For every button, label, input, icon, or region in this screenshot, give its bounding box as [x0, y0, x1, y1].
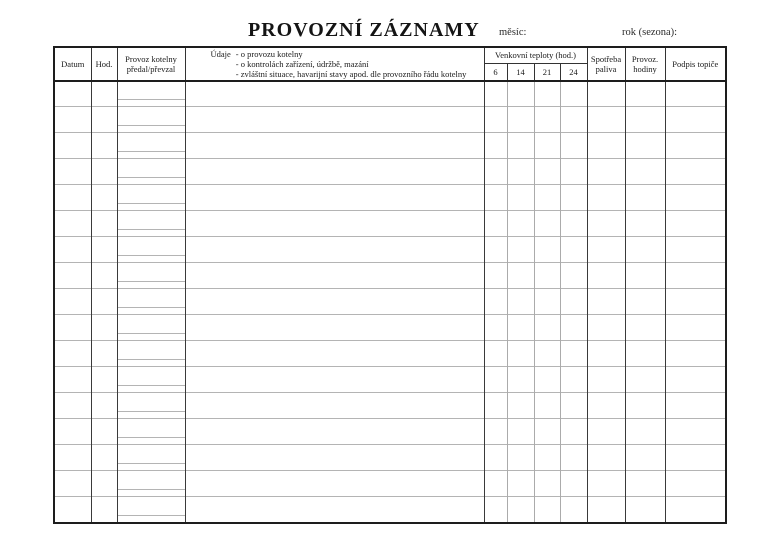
cell-handover [117, 289, 185, 315]
cell-hours [625, 341, 665, 367]
cell-udaje [185, 341, 484, 367]
cell-sign [665, 211, 726, 237]
handover-half-line [118, 295, 185, 308]
cell-t24 [560, 315, 587, 341]
cell-hod [91, 185, 117, 211]
cell-t24 [560, 263, 587, 289]
header-udaje-item-3: - zvláštní situace, havarijní stavy apod. dle provozního řádu kotelny [235, 69, 467, 80]
cell-datum [54, 419, 91, 445]
header-udaje-item-2: - o kontrolách zařízení, údržbě, mazání [235, 59, 369, 70]
header-udaje-items [236, 49, 467, 80]
cell-hod [91, 367, 117, 393]
cell-udaje [185, 263, 484, 289]
cell-t6 [484, 393, 507, 419]
table-row [54, 133, 726, 159]
cell-fuel [587, 419, 625, 445]
cell-sign [665, 263, 726, 289]
cell-t14 [507, 211, 534, 237]
cell-sign [665, 497, 726, 523]
cell-datum [54, 471, 91, 497]
cell-sign [665, 289, 726, 315]
cell-fuel [587, 133, 625, 159]
cell-hod [91, 315, 117, 341]
cell-hours [625, 185, 665, 211]
cell-sign [665, 367, 726, 393]
cell-handover [117, 263, 185, 289]
cell-t24 [560, 445, 587, 471]
cell-hod [91, 81, 117, 107]
cell-t24 [560, 185, 587, 211]
cell-udaje [185, 471, 484, 497]
cell-t14 [507, 107, 534, 133]
cell-t14 [507, 263, 534, 289]
header-hod: Hod. [91, 47, 117, 81]
cell-hours [625, 211, 665, 237]
handover-half-line [118, 347, 185, 360]
cell-t24 [560, 159, 587, 185]
cell-hours [625, 419, 665, 445]
header-udaje-wrap [186, 49, 482, 80]
header-udaje-item-1: - o provozu kotelny [235, 49, 303, 59]
cell-fuel [587, 393, 625, 419]
cell-fuel [587, 211, 625, 237]
cell-sign [665, 159, 726, 185]
cell-t6 [484, 133, 507, 159]
cell-handover [117, 185, 185, 211]
cell-udaje [185, 497, 484, 523]
cell-t14 [507, 367, 534, 393]
header-temp-6: 6 [484, 63, 507, 80]
cell-hours [625, 237, 665, 263]
table-row [54, 211, 726, 237]
cell-fuel [587, 367, 625, 393]
cell-t6 [484, 81, 507, 107]
cell-hours [625, 289, 665, 315]
cell-sign [665, 341, 726, 367]
cell-handover [117, 133, 185, 159]
cell-handover [117, 81, 185, 107]
cell-hours [625, 393, 665, 419]
cell-datum [54, 315, 91, 341]
cell-t6 [484, 497, 507, 523]
handover-half-line [118, 399, 185, 412]
cell-datum [54, 159, 91, 185]
cell-t14 [507, 445, 534, 471]
cell-udaje [185, 81, 484, 107]
cell-t6 [484, 289, 507, 315]
cell-datum [54, 367, 91, 393]
cell-handover [117, 445, 185, 471]
cell-hod [91, 341, 117, 367]
cell-t21 [534, 445, 560, 471]
cell-t24 [560, 471, 587, 497]
header-op-hours-line2: hodiny [633, 63, 657, 74]
table-row [54, 445, 726, 471]
cell-hours [625, 263, 665, 289]
cell-hod [91, 133, 117, 159]
cell-hod [91, 159, 117, 185]
cell-sign [665, 445, 726, 471]
table-row [54, 237, 726, 263]
table-row [54, 185, 726, 211]
cell-fuel [587, 341, 625, 367]
cell-t14 [507, 185, 534, 211]
cell-t21 [534, 81, 560, 107]
header-udaje-label: Údaje [210, 49, 231, 59]
header-datum: Datum [54, 47, 91, 81]
handover-half-line [118, 217, 185, 230]
cell-t14 [507, 133, 534, 159]
cell-sign [665, 419, 726, 445]
cell-hours [625, 471, 665, 497]
cell-datum [54, 237, 91, 263]
cell-t21 [534, 185, 560, 211]
cell-hod [91, 237, 117, 263]
cell-t14 [507, 393, 534, 419]
table-row [54, 419, 726, 445]
cell-t24 [560, 211, 587, 237]
handover-half-line [118, 139, 185, 152]
cell-t21 [534, 289, 560, 315]
cell-fuel [587, 107, 625, 133]
cell-t6 [484, 471, 507, 497]
cell-t14 [507, 237, 534, 263]
table-row [54, 159, 726, 185]
handover-half-line [118, 243, 185, 256]
cell-hod [91, 497, 117, 523]
cell-hod [91, 107, 117, 133]
cell-t21 [534, 237, 560, 263]
table-row [54, 393, 726, 419]
cell-hod [91, 445, 117, 471]
cell-t6 [484, 185, 507, 211]
cell-handover [117, 497, 185, 523]
records-table [53, 46, 727, 524]
cell-sign [665, 471, 726, 497]
cell-udaje [185, 211, 484, 237]
table-row [54, 367, 726, 393]
cell-datum [54, 81, 91, 107]
cell-udaje [185, 107, 484, 133]
cell-udaje [185, 133, 484, 159]
cell-datum [54, 133, 91, 159]
cell-datum [54, 263, 91, 289]
cell-t24 [560, 497, 587, 523]
cell-hours [625, 133, 665, 159]
cell-fuel [587, 237, 625, 263]
cell-fuel [587, 471, 625, 497]
cell-t24 [560, 81, 587, 107]
table-row [54, 107, 726, 133]
cell-t21 [534, 367, 560, 393]
cell-t24 [560, 393, 587, 419]
cell-hours [625, 367, 665, 393]
cell-t6 [484, 315, 507, 341]
handover-half-line [118, 425, 185, 438]
handover-half-line [118, 503, 185, 516]
handover-half-line [118, 321, 185, 334]
cell-udaje [185, 185, 484, 211]
cell-t24 [560, 289, 587, 315]
cell-handover [117, 367, 185, 393]
handover-half-line [118, 269, 185, 282]
cell-udaje [185, 159, 484, 185]
cell-sign [665, 133, 726, 159]
cell-handover [117, 419, 185, 445]
cell-datum [54, 211, 91, 237]
cell-t6 [484, 211, 507, 237]
cell-t14 [507, 289, 534, 315]
cell-hours [625, 497, 665, 523]
cell-handover [117, 159, 185, 185]
cell-udaje [185, 367, 484, 393]
cell-datum [54, 445, 91, 471]
cell-hod [91, 211, 117, 237]
table-body [54, 81, 726, 523]
header-fuel-line2: paliva [595, 63, 617, 74]
cell-fuel [587, 159, 625, 185]
table-row [54, 497, 726, 523]
handover-half-line [118, 373, 185, 386]
cell-hod [91, 419, 117, 445]
cell-t14 [507, 341, 534, 367]
cell-t24 [560, 367, 587, 393]
cell-t14 [507, 159, 534, 185]
cell-t24 [560, 133, 587, 159]
cell-t21 [534, 341, 560, 367]
cell-t6 [484, 445, 507, 471]
cell-handover [117, 393, 185, 419]
cell-fuel [587, 81, 625, 107]
cell-t21 [534, 471, 560, 497]
handover-half-line [118, 451, 185, 464]
cell-udaje [185, 419, 484, 445]
cell-t14 [507, 419, 534, 445]
cell-hours [625, 81, 665, 107]
cell-udaje [185, 393, 484, 419]
cell-t14 [507, 315, 534, 341]
table-row [54, 81, 726, 107]
cell-sign [665, 107, 726, 133]
cell-handover [117, 237, 185, 263]
header-fuel-line1: Spotřeba [590, 53, 622, 64]
cell-datum [54, 107, 91, 133]
cell-sign [665, 185, 726, 211]
header-fuel [587, 47, 625, 81]
handover-half-line [118, 477, 185, 490]
cell-udaje [185, 315, 484, 341]
cell-hours [625, 107, 665, 133]
cell-hod [91, 471, 117, 497]
table-row [54, 289, 726, 315]
cell-t21 [534, 159, 560, 185]
cell-t6 [484, 237, 507, 263]
cell-datum [54, 497, 91, 523]
table-header [54, 47, 726, 81]
cell-t21 [534, 393, 560, 419]
cell-t6 [484, 367, 507, 393]
cell-t24 [560, 107, 587, 133]
table-row [54, 315, 726, 341]
cell-datum [54, 185, 91, 211]
cell-t24 [560, 341, 587, 367]
cell-t6 [484, 419, 507, 445]
handover-half-line [118, 113, 185, 126]
handover-half-line [118, 165, 185, 178]
cell-t6 [484, 341, 507, 367]
cell-t14 [507, 81, 534, 107]
cell-handover [117, 315, 185, 341]
cell-t14 [507, 471, 534, 497]
cell-t21 [534, 419, 560, 445]
cell-t21 [534, 315, 560, 341]
header-op-hours-line1: Provoz. [631, 53, 659, 64]
cell-handover [117, 341, 185, 367]
header-handover-line2: předal/převzal [126, 63, 176, 74]
cell-t24 [560, 237, 587, 263]
cell-t21 [534, 107, 560, 133]
header-signature: Podpis topiče [665, 47, 726, 81]
header-temp-21: 21 [534, 63, 560, 80]
cell-fuel [587, 185, 625, 211]
table-row [54, 341, 726, 367]
cell-t21 [534, 497, 560, 523]
cell-fuel [587, 315, 625, 341]
header-op-hours [625, 47, 665, 81]
cell-datum [54, 393, 91, 419]
header-temp-24: 24 [560, 63, 587, 80]
header-temp-14: 14 [507, 63, 534, 80]
table-row [54, 263, 726, 289]
cell-fuel [587, 263, 625, 289]
cell-fuel [587, 289, 625, 315]
year-label: rok (sezona): [622, 27, 678, 38]
cell-handover [117, 107, 185, 133]
cell-sign [665, 315, 726, 341]
cell-sign [665, 81, 726, 107]
cell-sign [665, 393, 726, 419]
cell-t21 [534, 263, 560, 289]
cell-t6 [484, 107, 507, 133]
form-title: PROVOZNÍ ZÁZNAMY [248, 19, 480, 41]
cell-datum [54, 289, 91, 315]
handover-half-line [118, 191, 185, 204]
handover-half-line [118, 87, 185, 100]
cell-sign [665, 237, 726, 263]
cell-datum [54, 341, 91, 367]
cell-t6 [484, 159, 507, 185]
cell-hod [91, 393, 117, 419]
cell-udaje [185, 445, 484, 471]
cell-t21 [534, 211, 560, 237]
header-udaje [185, 47, 484, 81]
header-temps-group: Venkovní teploty (hod.) [484, 47, 587, 63]
cell-t6 [484, 263, 507, 289]
cell-t14 [507, 497, 534, 523]
cell-udaje [185, 289, 484, 315]
cell-hod [91, 263, 117, 289]
cell-fuel [587, 497, 625, 523]
cell-t24 [560, 419, 587, 445]
cell-udaje [185, 237, 484, 263]
header-handover-line1: Provoz kotelny [125, 53, 177, 64]
cell-hours [625, 159, 665, 185]
cell-t21 [534, 133, 560, 159]
cell-hours [625, 315, 665, 341]
cell-fuel [587, 445, 625, 471]
month-label: měsíc: [499, 27, 527, 38]
cell-handover [117, 211, 185, 237]
header-handover [117, 47, 185, 81]
cell-hod [91, 289, 117, 315]
cell-handover [117, 471, 185, 497]
table-row [54, 471, 726, 497]
cell-hours [625, 445, 665, 471]
